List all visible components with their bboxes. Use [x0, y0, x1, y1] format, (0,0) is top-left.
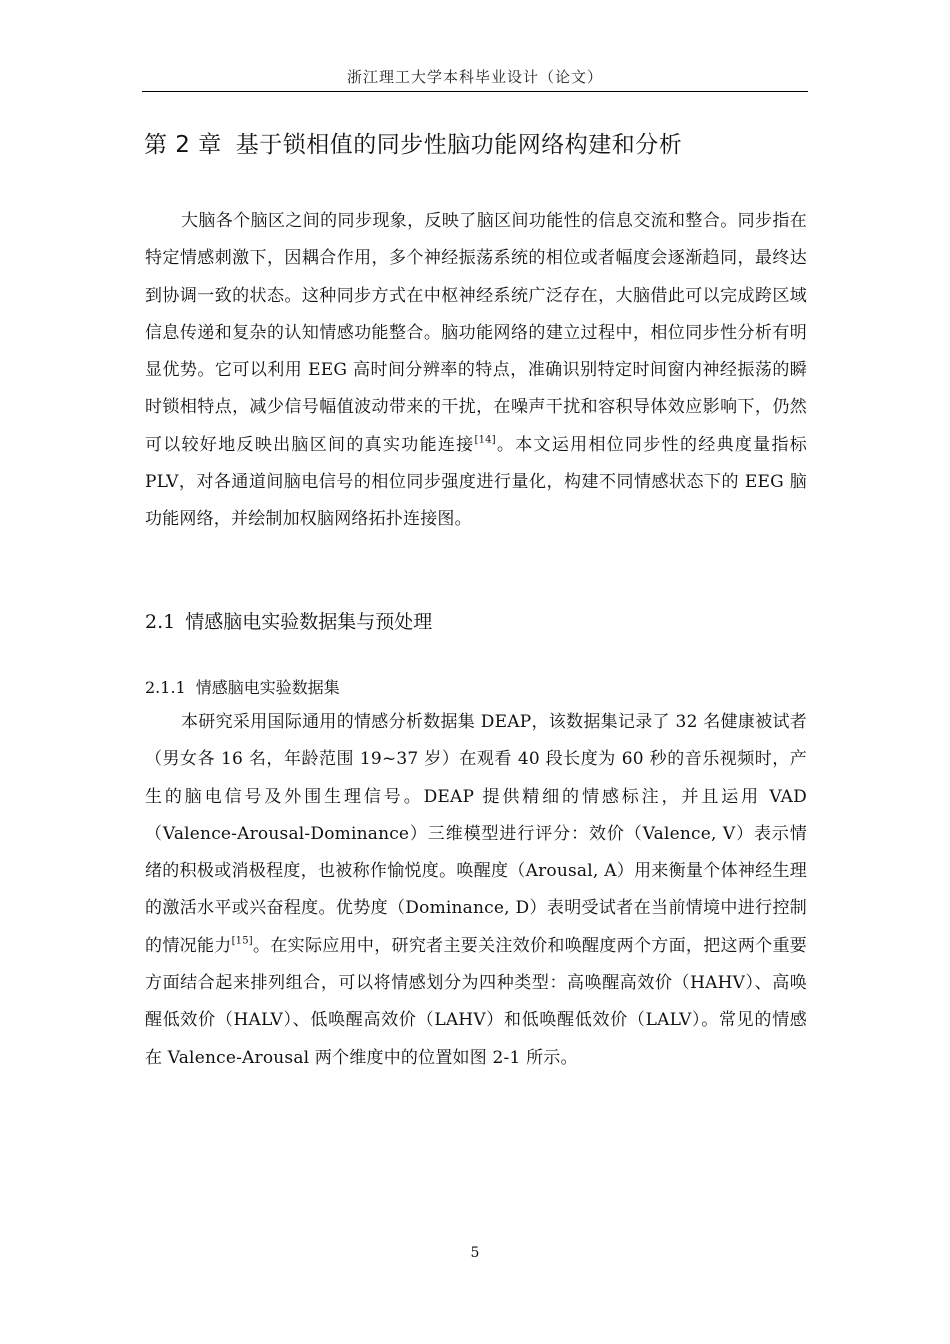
citation-ref-14[interactable]: [14]	[474, 434, 496, 446]
dataset-paragraph	[145, 704, 807, 1077]
subsection-number: 2.1.1	[145, 678, 186, 697]
intro-text-part2: 。本文运用相位同步性的经典度量指标 PLV，对各通道间脑电信号的相位同步强度进行量化，构建不同情感状态下的 EEG 脑功能网络，并绘制加权脑网络拓扑连接图。	[145, 434, 807, 530]
running-header: 浙江理工大学本科毕业设计（论文）	[346, 68, 603, 86]
chapter-number: 第 2 章	[144, 132, 222, 158]
dataset-text-part2: 。在实际应用中，研究者主要关注效价和唤醒度两个方面，把这两个重要方面结合起来排列组合，可以将情感划分为四种类型：高唤醒高效价（HAHV）、高唤醒低效价（HALV）、低唤醒高效价（LAHV）和低唤醒低效价（LALV）。常见的情感在 Valence-Arousal 两个维度中的位置如图 2-1 所示。	[145, 935, 807, 1068]
section-title: 情感脑电实验数据集与预处理	[185, 611, 433, 633]
subsection-title: 情感脑电实验数据集	[195, 678, 340, 697]
chapter-title-text: 基于锁相值的同步性脑功能网络构建和分析	[235, 132, 683, 158]
section-heading	[145, 607, 432, 634]
section-number: 2.1	[145, 611, 176, 633]
citation-ref-15[interactable]: [15]	[231, 935, 253, 947]
page-number: 5	[470, 1245, 480, 1261]
intro-text-part1: 大脑各个脑区之间的同步现象，反映了脑区间功能性的信息交流和整合。同步指在特定情感刺激下，因耦合作用，多个神经振荡系统的相位或者幅度会逐渐趋同，最终达到协调一致的状态。这种同步方式在中枢神经系统广泛存在，大脑借此可以完成跨区域信息传递和复杂的认知情感功能整合。脑功能网络的建立过程中，相位同步性分析有明显优势。它可以利用 EEG 高时间分辨率的特点，准确识别特定时间窗内神经振荡的瞬时锁相特点，减少信号幅值波动带来的干扰，在噪声干扰和容积导体效应影响下，仍然可以较好地反映出脑区间的真实功能连接	[145, 211, 807, 455]
intro-paragraph	[145, 203, 807, 539]
chapter-title	[144, 126, 682, 159]
subsection-heading	[145, 675, 340, 698]
dataset-text-part1: 本研究采用国际通用的情感分析数据集 DEAP，该数据集记录了 32 名健康被试者（男女各 16 名，年龄范围 19~37 岁）在观看 40 段长度为 60 秒的音乐视频时，产生的脑电信号及外围生理信号。DEAP 提供精细的情感标注，并且运用 VAD（Valence-Arousal-Dominance）三维模型进行评分：效价（Valence, V）表示情绪的积极或消极程度，也被称作愉悦度。唤醒度（Arousal, A）用来衡量个体神经生理的激活水平或兴奋程度。优势度（Dominance, D）表明受试者在当前情境中进行控制的情况能力	[145, 712, 807, 956]
header-rule	[142, 91, 808, 92]
